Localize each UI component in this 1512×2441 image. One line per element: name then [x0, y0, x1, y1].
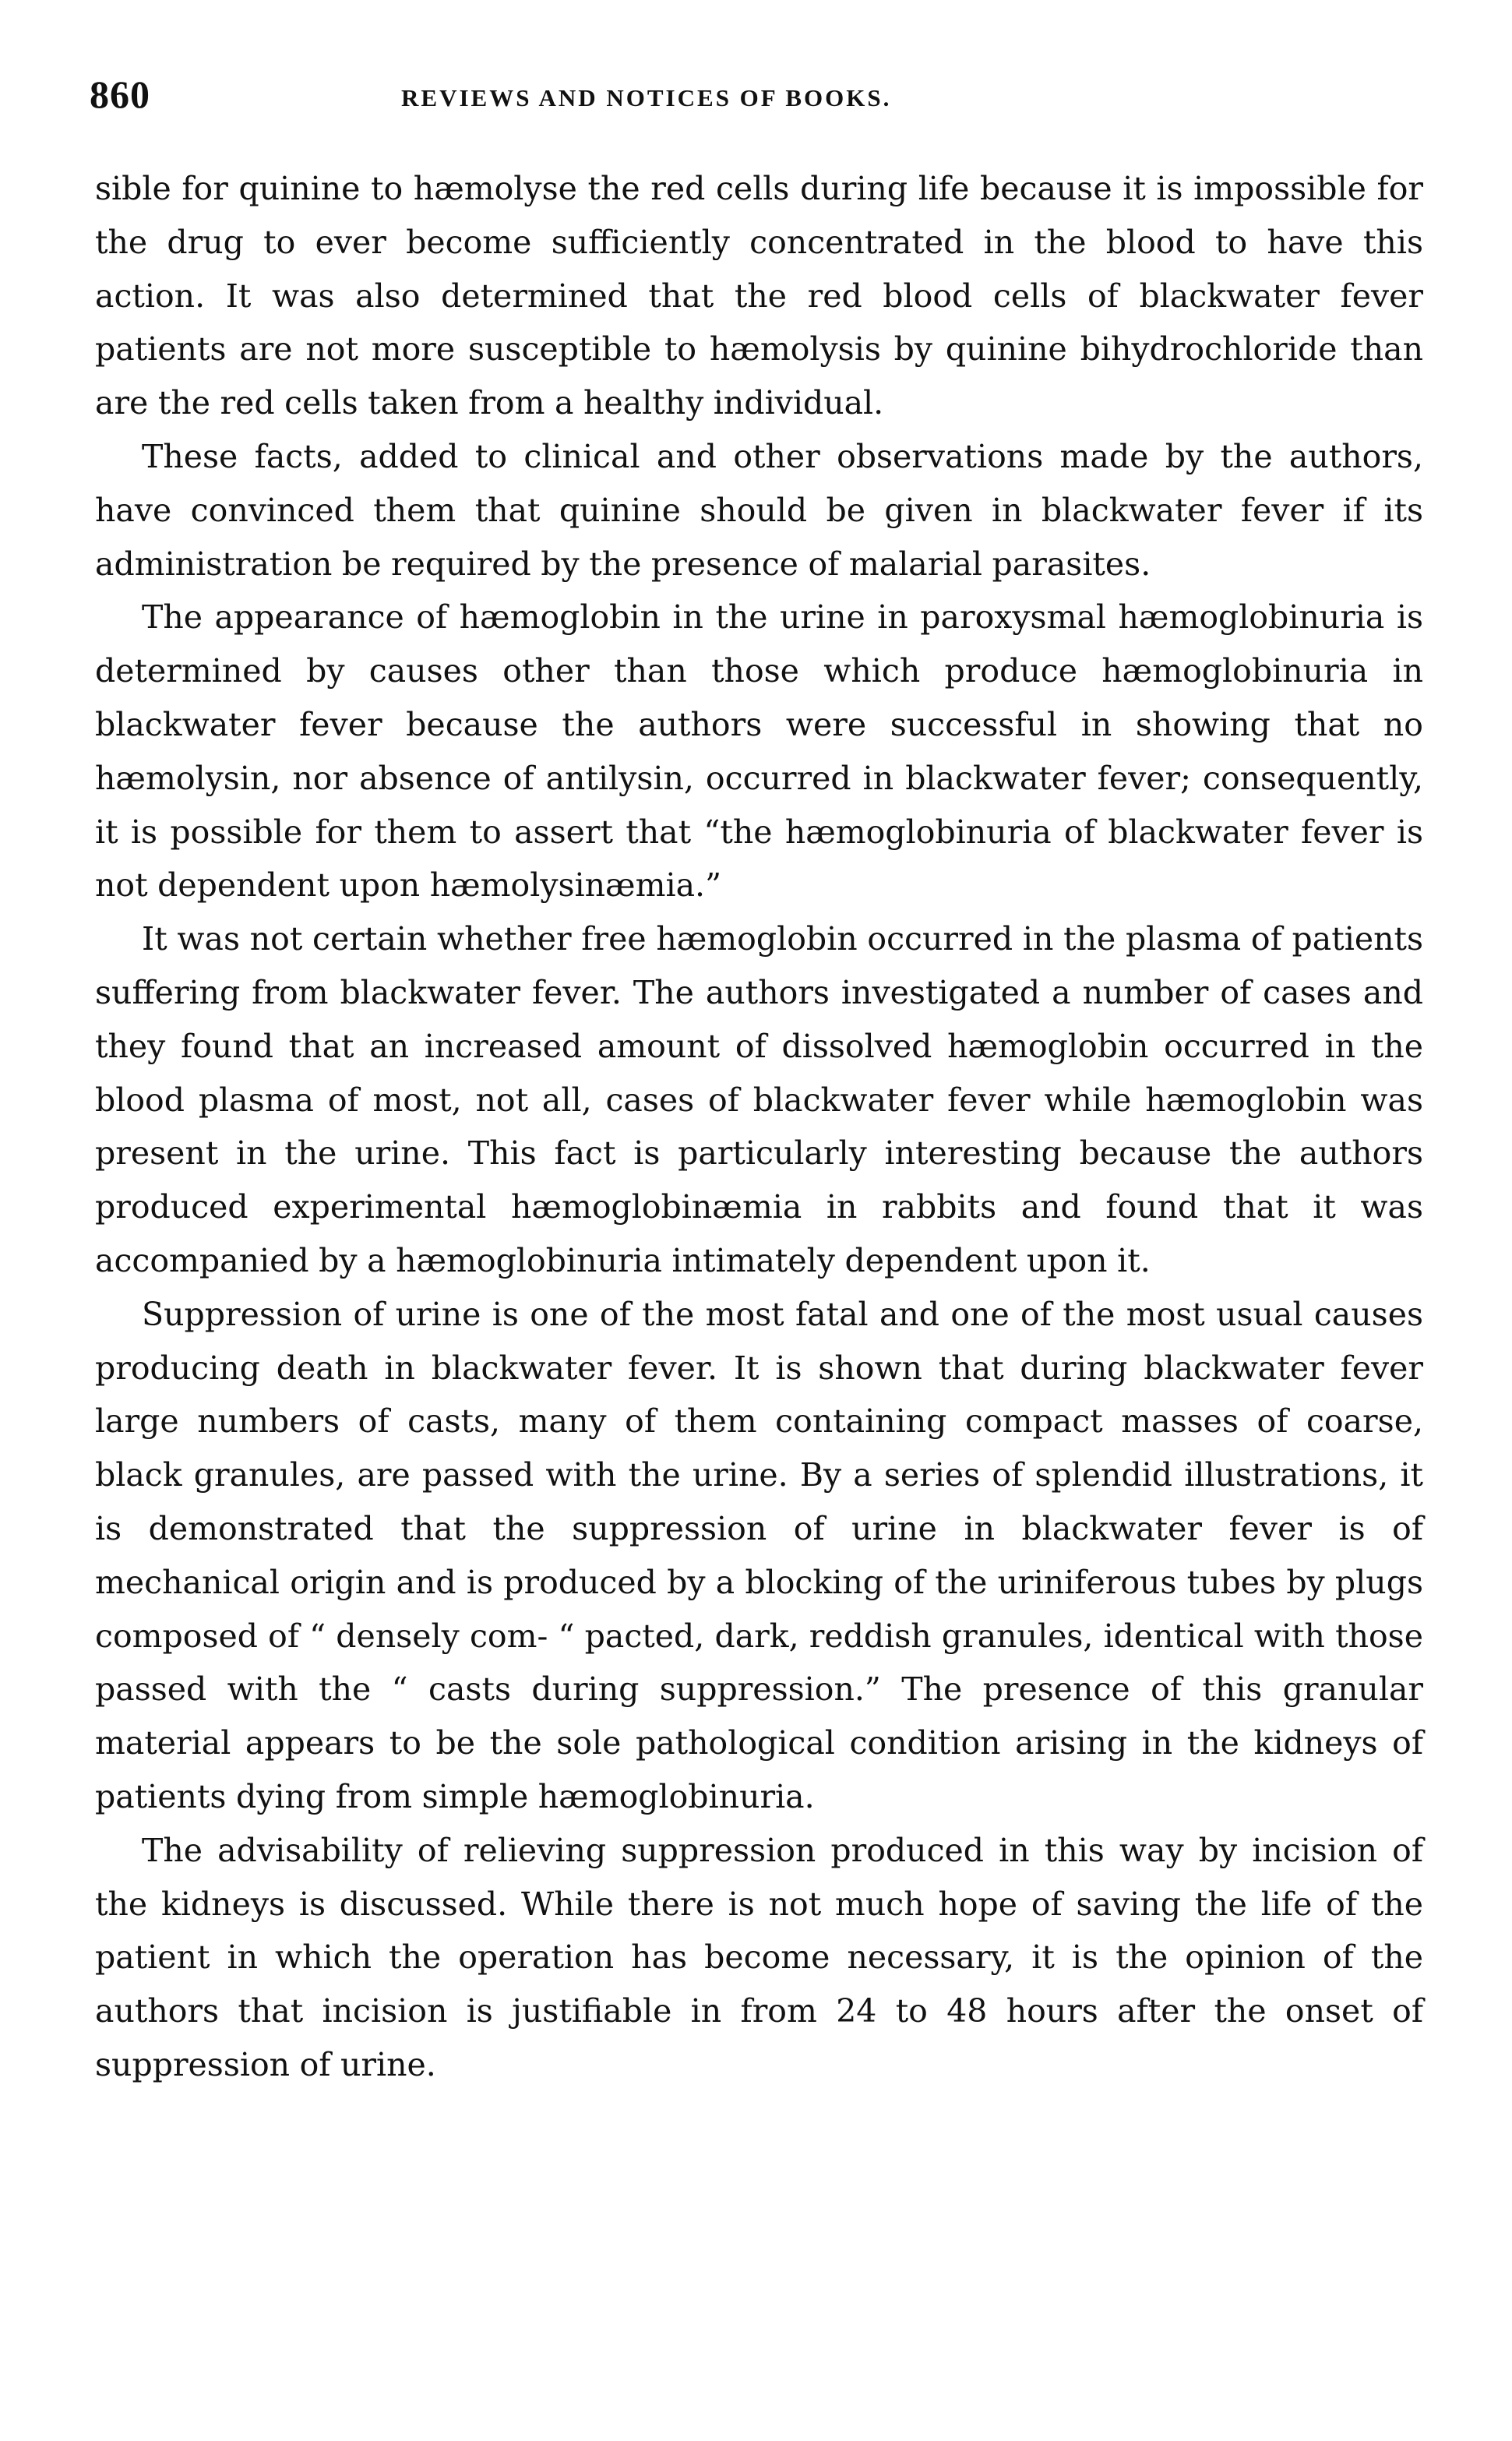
- paragraph: The appearance of hæmoglobin in the urine in paroxysmal hæmoglobinuria is determined by causes other than those which produce hæmoglobinuria in blackwater fever because the authors were successful in showing that no hæmolysin, nor absence of antilysin, occurred in blackwater fever; consequently, it is possible for them to assert that “the hæmoglobinuria of blackwater fever is not dependent upon hæmolysinæmia.”: [95, 598, 1423, 905]
- paragraph: These facts, added to clinical and other observations made by the authors, have convinced them that quinine should be given in blackwater fever if its administration be required by the presence of malarial parasites.: [95, 437, 1423, 583]
- paragraph: The advisability of relieving suppression produced in this way by incision of the kidneys is discussed. While there is not much hope of saving the life of the patient in which the operation has become necessary, it is the opinion of the authors that incision is justifiable in from 24 to 48 hours after the onset of suppression of urine.: [95, 1831, 1423, 2083]
- paragraph: It was not certain whether free hæmoglobin occurred in the plasma of patients suffering from blackwater fever. The authors investigated a number of cases and they found that an increased amount of dissolved hæmoglobin occurred in the blood plasma of most, not all, cases of blackwater fever while hæmoglobin was present in the urine. This fact is particularly interesting because the authors produced experimental hæmoglobinæmia in rabbits and found that it was accompanied by a hæmoglobinuria intimately dependent upon it.: [95, 920, 1423, 1279]
- paragraph-continuation: sible for quinine to hæmolyse the red cells during life because it is impossible for the drug to ever become sufficiently concentrated in the blood to have this action. It was also determined that the red blood cells of blackwater fever patients are not more susceptible to hæmolysis by quinine bihydrochloride than are the red cells taken from a healthy individual.: [95, 170, 1423, 422]
- running-head: REVIEWS AND NOTICES OF BOOKS.: [401, 84, 892, 111]
- page-number: 860: [90, 72, 150, 116]
- body-text: [95, 162, 1423, 2092]
- page-header: [90, 72, 1429, 118]
- paragraph: Suppression of urine is one of the most fatal and one of the most usual causes producing death in blackwater fever. It is shown that during blackwater fever large numbers of casts, many of them containing compact masses of coarse, black granules, are passed with the urine. By a series of splendid illustrations, it is demonstrated that the suppression of urine in blackwater fever is of mechanical origin and is produced by a blocking of the uriniferous tubes by plugs composed of “ densely com- “ pacted, dark, reddish granules, identical with those passed with the “ casts during suppression.” The presence of this granular material appears to be the sole pathological condition arising in the kidneys of patients dying from simple hæmoglobinuria.: [95, 1295, 1423, 1815]
